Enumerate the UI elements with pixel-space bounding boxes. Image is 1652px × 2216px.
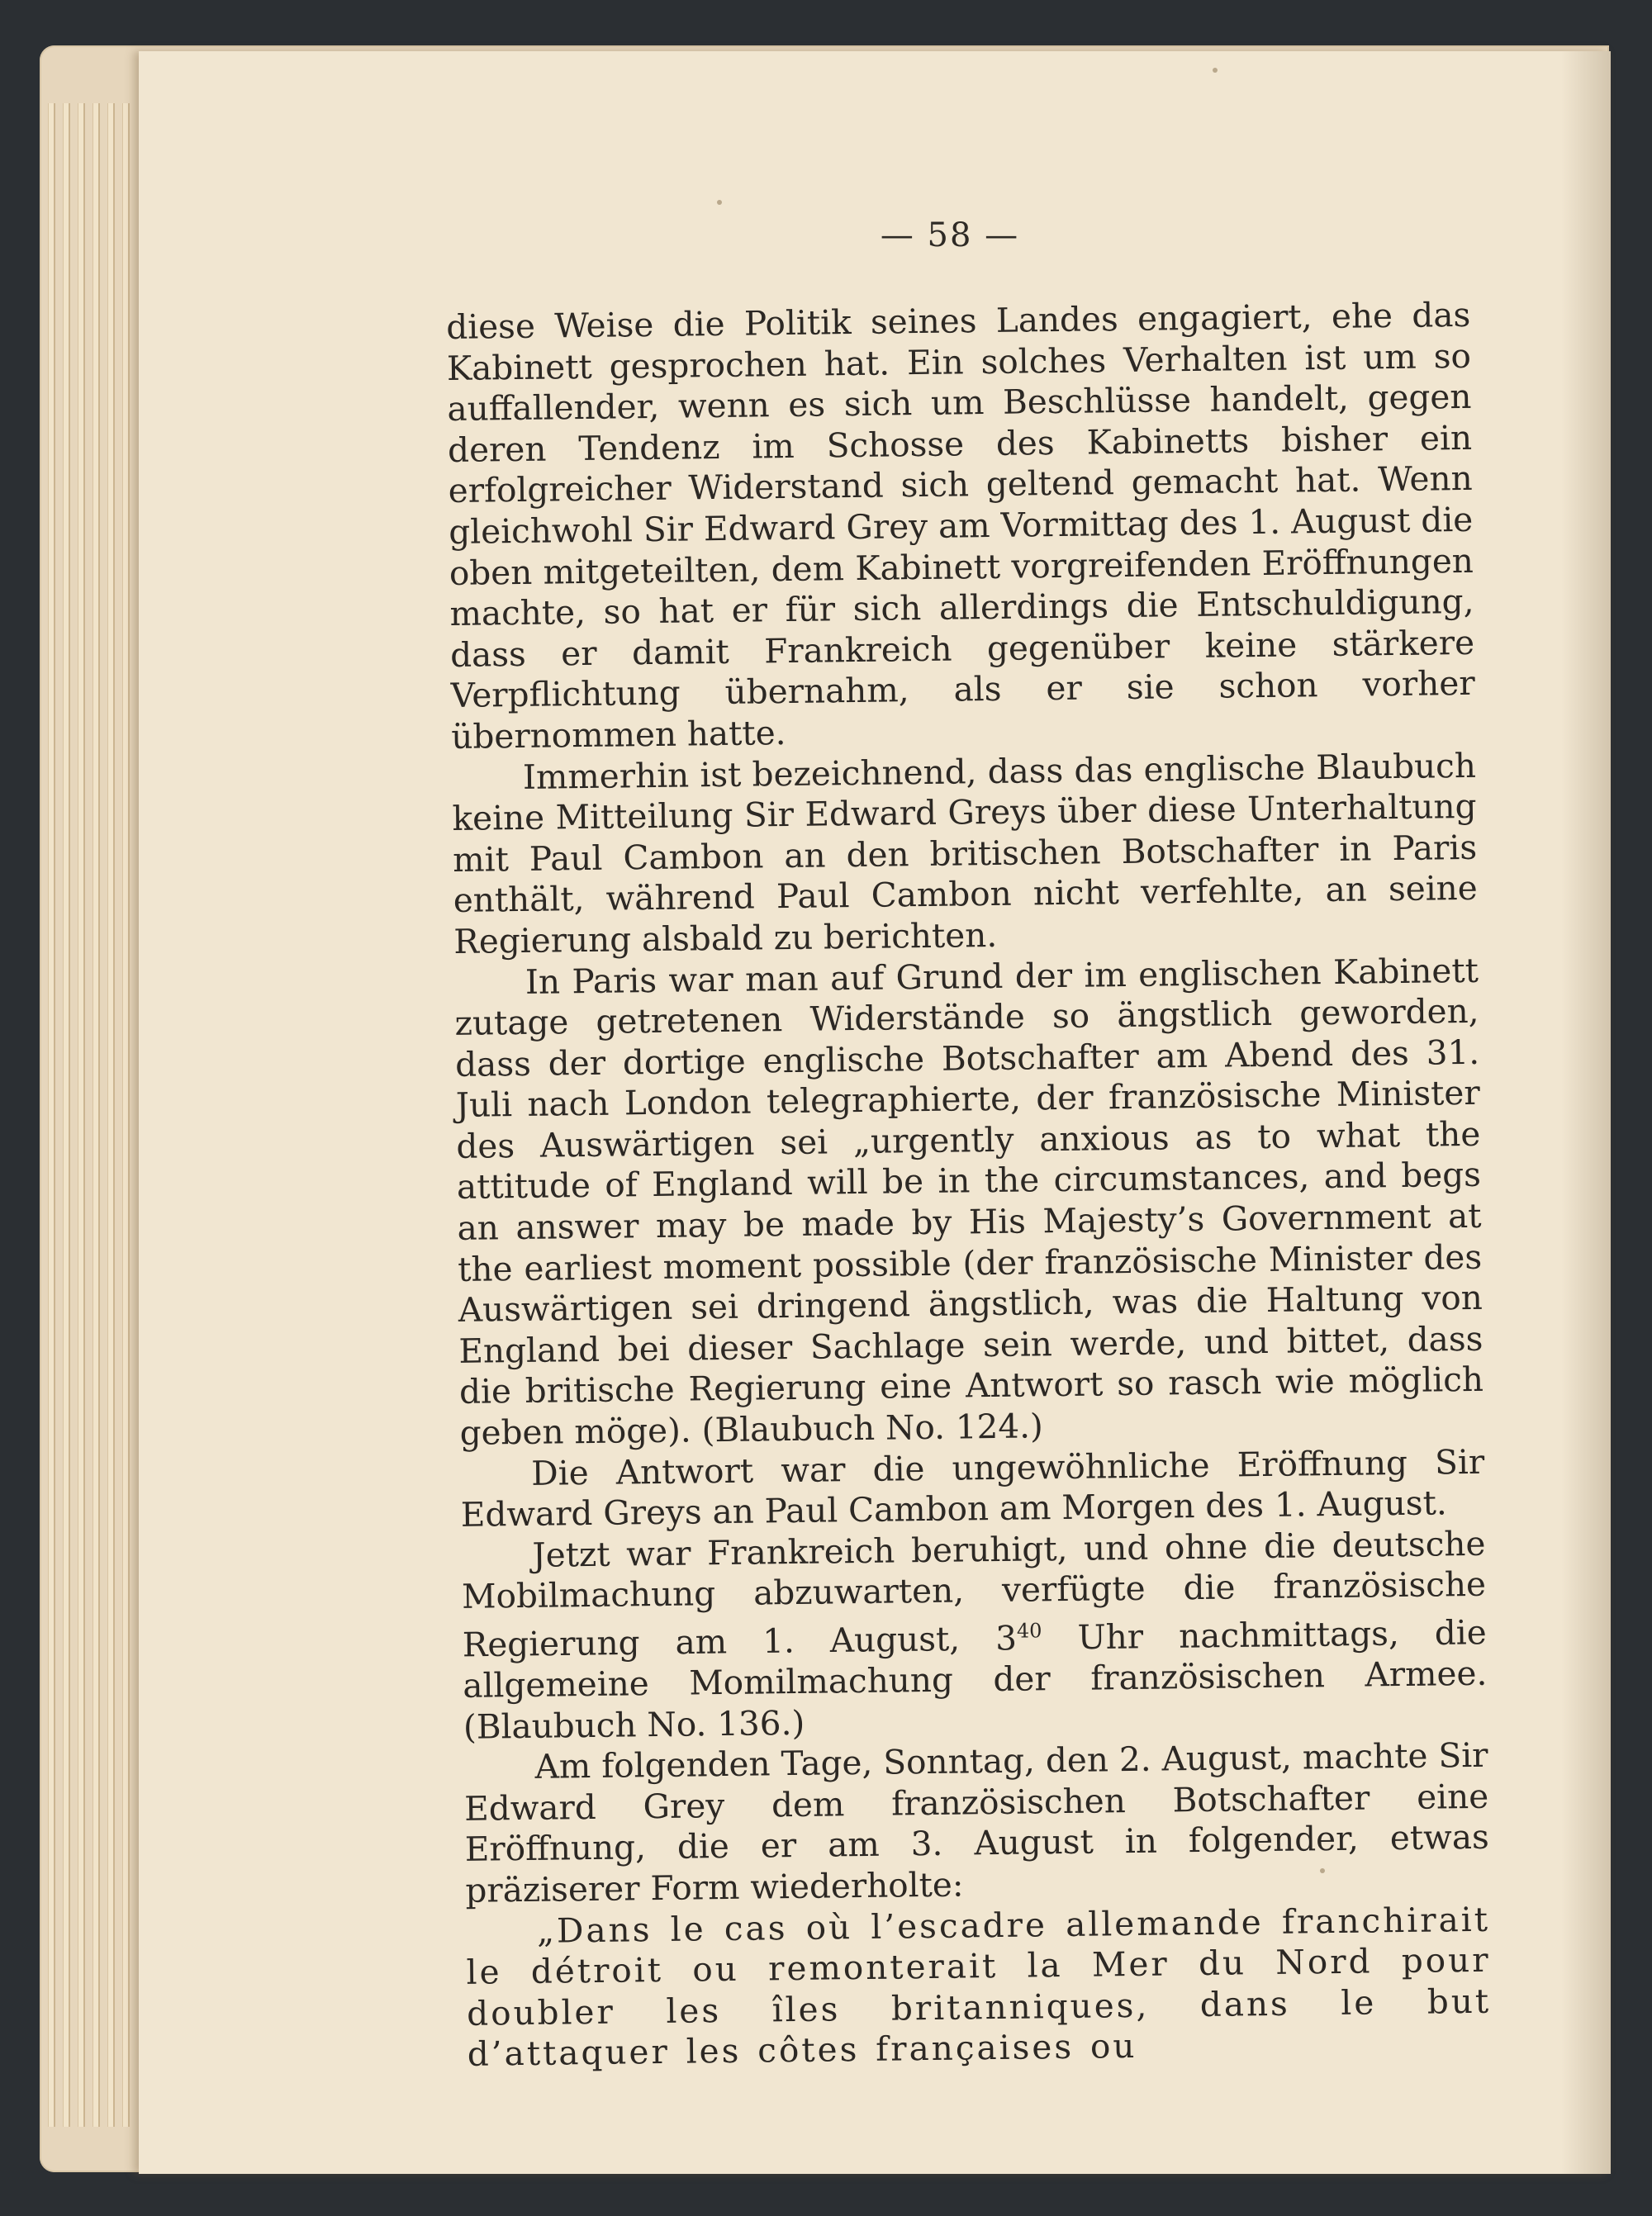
- page-edge: [78, 103, 85, 2127]
- page-edge: [122, 103, 130, 2127]
- paragraph-text: Uhr nachmittags, die allgemeine Momilmachung der französischen Armee. (Blaubuch No. 136.): [463, 1612, 1488, 1747]
- paragraph: In Paris war man auf Grund der im englischen Kabinett zutage getretenen Widerstände so ängstlich geworden, dass der dortige englische Botschafter am Abend des 31. Juli nach London telegraphierte, der französische Minister des Auswärtigen sei „urgently anxious as to what the attitude of England will be in the circumstances, and begs an answer may be made by His Majesty’s Government at the earliest moment possible (der französische Minister des Auswärtigen sei dringend ängstlich, was die Haltung von England bei dieser Sachlage sein werde, und bittet, dass die britische Regierung eine Antwort so rasch wie möglich geben möge). (Blaubuch No. 124.): [454, 950, 1484, 1453]
- paragraph: [461, 1524, 1488, 1749]
- paper-speck: [717, 200, 722, 205]
- page-number: — 58 —: [880, 216, 1020, 254]
- paragraph: Am folgenden Tage, Sonntag, den 2. August, machte Sir Edward Grey dem französischen Botschafter eine Eröffnung, die er am 3. August in folgender, etwas präziserer Form wiederholte:: [463, 1735, 1490, 1910]
- paragraph-text: Jetzt war Frankreich beruhigt, und ohne die deutsche Mobilmachung abzuwarten, verfügte die französische Regierung am 1. August, 3: [461, 1523, 1487, 1665]
- paragraph: diese Weise die Politik seines Landes engagiert, ehe das Kabinett gesprochen hat. Ein solches Verhalten ist um so auffallender, wenn es sich um Beschlüsse handelt, gegen deren Tendenz im Schosse des Kabinetts bisher ein erfolgreicher Widerstand sich geltend gemacht hat. Wenn gleichwohl Sir Edward Grey am Vormittag des 1. August die oben mitgeteilten, dem Kabinett vorgreifenden Eröffnungen machte, so hat er für sich allerdings die Entschuldigung, dass er damit Frankreich gegenüber keine stärkere Verpflichtung übernahm, als er sie schon vorher übernommen hatte.: [446, 294, 1475, 757]
- paragraph: Immerhin ist bezeichnend, dass das englische Blaubuch keine Mitteilung Sir Edward Greys über diese Unterhaltung mit Paul Cambon an den britischen Botschafter in Paris enthält, während Paul Cambon nicht verfehlte, an seine Regierung alsbald zu berichten.: [452, 745, 1478, 961]
- page-edge: [107, 103, 115, 2127]
- page-gutter-shadow: [1561, 51, 1611, 2174]
- page-edge: [63, 103, 70, 2127]
- page-edge: [93, 103, 100, 2127]
- paper-speck: [1213, 68, 1218, 73]
- time-superscript: 40: [1016, 1619, 1042, 1643]
- paragraph: Die Antwort war die ungewöhnliche Eröffnung Sir Edward Greys an Paul Cambon am Morgen des 1. August.: [460, 1441, 1485, 1535]
- page-edge: [48, 103, 55, 2127]
- body-text: [446, 295, 1492, 2076]
- french-quote: „Dans le cas où l’escadre allemande franchirait le détroit ou remonterait la Mer du Nord pour doubler les îles britanniques, dans le but d’attaquer les côtes françaises ou: [466, 1899, 1492, 2075]
